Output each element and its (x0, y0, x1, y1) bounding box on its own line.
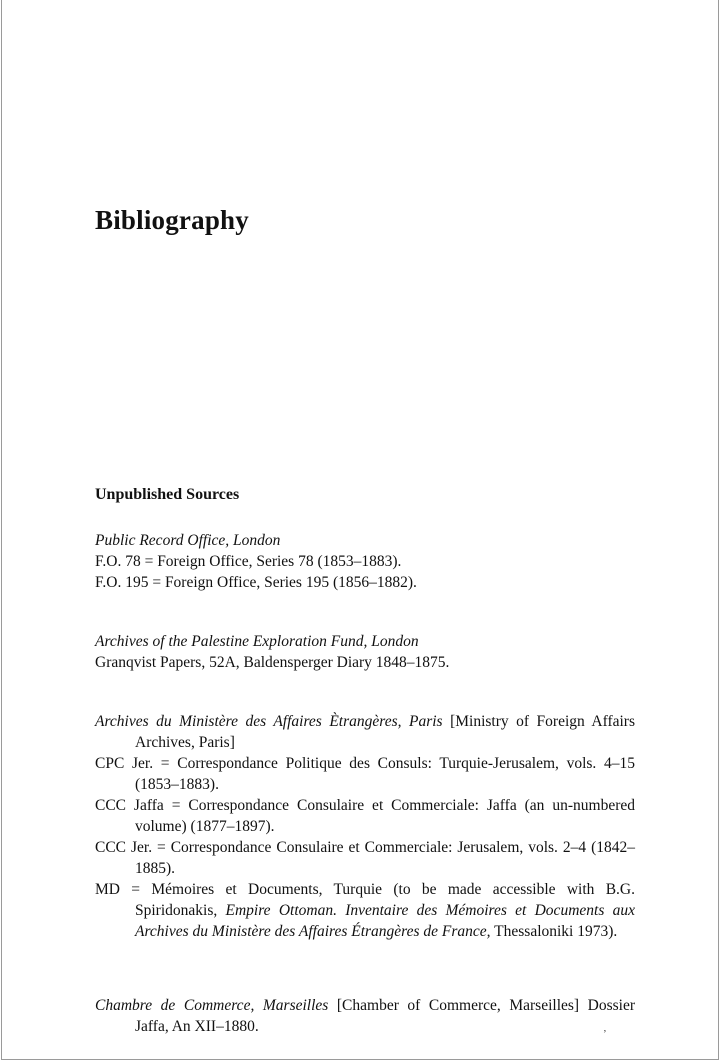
md-entry-italic-title: Empire Ottoman. Inventaire des Mémoires et Documents aux Archives du Ministère des Affaires Étrangères de France, (135, 902, 635, 940)
source-title: Chambre de Commerce, Marseilles (95, 997, 329, 1014)
bibliography-entry: F.O. 195 = Foreign Office, Series 195 (1856–1882). (95, 574, 417, 591)
md-entry-suffix: Thessaloniki 1973). (490, 923, 618, 940)
bibliography-entry-md (95, 879, 635, 942)
source-title: Archives of the Palestine Exploration Fund, London (95, 633, 419, 650)
bibliography-entry: CCC Jer. = Correspondance Consulaire et Commerciale: Jerusalem, vols. 2–4 (1842–1885). (95, 839, 635, 877)
source-block-public-record-office (95, 530, 635, 593)
source-title: Archives du Ministère des Affaires Ètrangères, Paris (95, 713, 443, 730)
source-note: [Ministry of Foreign Affairs Archives, Paris] (135, 713, 636, 751)
md-entry-prefix: MD = Mémoires et Documents, Turquie (to be made accessible with B.G. Spiridonakis, (95, 881, 635, 919)
source-block-palestine-exploration-fund (95, 631, 635, 673)
source-note: [Chamber of Commerce, Marseilles] Dossier Jaffa, An XII–1880. (135, 997, 635, 1035)
source-title: Public Record Office, London (95, 532, 281, 549)
bibliography-entry: F.O. 78 = Foreign Office, Series 78 (1853–1883). (95, 553, 402, 570)
section-heading: Unpublished Sources (95, 486, 240, 503)
page-title: Bibliography (95, 205, 249, 235)
source-block-chambre-de-commerce (95, 995, 635, 1037)
stray-mark: ʼ (603, 1028, 607, 1040)
bibliography-entry: CCC Jaffa = Correspondance Consulaire et Commerciale: Jaffa (an un-numbered volume) (1877–1897). (95, 797, 635, 835)
source-heading-entry (95, 711, 635, 753)
bibliography-entry (95, 995, 635, 1037)
source-block-affaires-etrangeres (95, 711, 635, 942)
bibliography-entry: CPC Jer. = Correspondance Politique des Consuls: Turquie-Jerusalem, vols. 4–15 (1853–1883). (95, 755, 635, 793)
bibliography-entry: Granqvist Papers, 52A, Baldensperger Diary 1848–1875. (95, 654, 450, 671)
